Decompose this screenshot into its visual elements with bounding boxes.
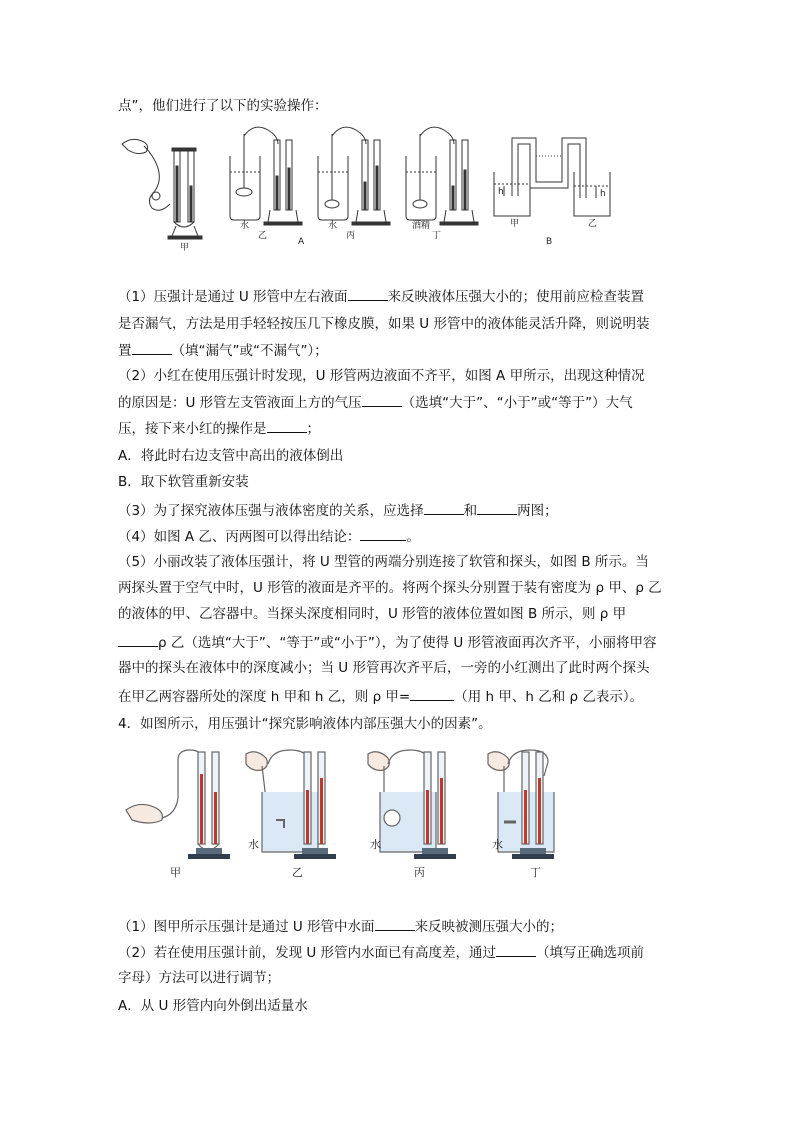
fig-label-water-1: 水 bbox=[240, 221, 250, 231]
answer-blank[interactable] bbox=[348, 286, 388, 301]
q3-p5-line1: （5）小丽改装了液体压强计，将 U 型管的两端分别连接了软管和探头，如图 B 所示。当 bbox=[118, 554, 649, 570]
answer-blank[interactable] bbox=[132, 340, 172, 355]
answer-blank[interactable] bbox=[496, 942, 536, 957]
fig-label-bing: 丙 bbox=[346, 231, 356, 241]
apparatus-yi bbox=[230, 127, 302, 225]
q3-p2-line2: 的原因是：U 形管左支管液面上方的气压 （选填“大于”、“小于”或“等于”）大气 bbox=[118, 392, 633, 413]
fig-label-h1: h bbox=[498, 187, 504, 197]
q4-title: 4．如图所示，用压强计“探究影响液体内部压强大小的因素”。 bbox=[118, 716, 492, 732]
q4-label-water-3: 水 bbox=[492, 838, 503, 851]
q4-label-yi: 乙 bbox=[292, 866, 303, 879]
answer-blank[interactable] bbox=[118, 632, 158, 647]
q3-option-b: B．取下软管重新安装 bbox=[118, 474, 249, 490]
q3-p5-line4: ρ 乙（选填“大于”、“等于”或“小于”），为了使得 U 形管液面再次齐平，小丽将甲容 bbox=[118, 632, 657, 653]
q4-label-jia: 甲 bbox=[170, 866, 181, 879]
fig-label-h2: h bbox=[600, 189, 606, 199]
q3-p2-line1: （2）小红在使用压强计时发现，U 形管两边液面不齐平，如图 A 甲所示，出现这种情况 bbox=[118, 368, 645, 384]
q4-apparatus-jia bbox=[126, 750, 230, 859]
q4-label-water-1: 水 bbox=[248, 838, 259, 851]
fig-label-yi: 乙 bbox=[258, 231, 268, 241]
answer-blank[interactable] bbox=[410, 686, 454, 701]
figure-q4 bbox=[118, 744, 558, 884]
q3-p1-line2: 是否漏气，方法是用手轻轻按压几下橡皮膜，如果 U 形管中的液体能灵活升降，则说明装 bbox=[118, 316, 650, 332]
q4-label-water-2: 水 bbox=[370, 838, 381, 851]
q4-p1: （1）图甲所示压强计是通过 U 形管中水面 来反映被测压强大小的； bbox=[118, 916, 563, 937]
q4-label-ding: 丁 bbox=[530, 866, 541, 879]
q4-option-a: A．从 U 形管内向外倒出适量水 bbox=[118, 998, 308, 1014]
q3-p5-line5: 器中的探头在液体中的深度减小；当 U 形管再次齐平后，一旁的小红测出了此时两个探头 bbox=[118, 660, 650, 676]
q3-p3: （3）为了探究液体压强与液体密度的关系，应选择 和 两图； bbox=[118, 500, 558, 521]
answer-blank[interactable] bbox=[362, 392, 402, 407]
answer-blank[interactable] bbox=[375, 916, 415, 931]
q4-p2-line2: 字母）方法可以进行调节； bbox=[118, 970, 280, 986]
apparatus-bing bbox=[318, 127, 390, 225]
q4-p2-line1: （2）若在使用压强计前，发现 U 形管内水面已有高度差，通过 （填写正确选项前 bbox=[118, 942, 644, 963]
fig-label-water-2: 水 bbox=[328, 221, 338, 231]
q3-p2-line3: 压，接下来小红的操作是 ； bbox=[118, 418, 320, 439]
answer-blank[interactable] bbox=[424, 500, 464, 515]
q3-p5-line2: 两探头置于空气中时，U 形管的液面是齐平的。将两个探头分别置于装有密度为 ρ 甲、ρ 乙 bbox=[118, 580, 662, 596]
q4-apparatus-bing bbox=[368, 750, 456, 859]
fig-label-b-jia: 甲 bbox=[510, 219, 520, 229]
q3-p5-line3: 的液体的甲、乙容器中。当探头深度相同时，U 形管的液体位置如图 B 所示，则 ρ 甲 bbox=[118, 606, 627, 622]
answer-blank[interactable] bbox=[267, 418, 307, 433]
figure-a-b bbox=[118, 126, 618, 254]
apparatus-b bbox=[494, 138, 610, 216]
fig-label-alcohol: 酒精 bbox=[412, 221, 431, 231]
intro-line: 点”，他们进行了以下的实验操作： bbox=[118, 98, 328, 114]
q3-p5-line6: 在甲乙两容器所处的深度 h 甲和 h 乙，则 ρ 甲= （用 h 甲、h 乙和 ρ 乙表示）。 bbox=[118, 686, 643, 707]
apparatus-jia bbox=[122, 139, 202, 239]
fig-label-a: A bbox=[298, 237, 305, 247]
fig-label-ding: 丁 bbox=[432, 231, 442, 241]
fig-label-b-yi: 乙 bbox=[588, 219, 598, 229]
q3-p4: （4）如图 A 乙、丙两图可以得出结论： 。 bbox=[118, 526, 420, 547]
q3-option-a: A．将此时右边支管中高出的液体倒出 bbox=[118, 448, 344, 464]
answer-blank[interactable] bbox=[360, 526, 406, 541]
q3-p1-line1: （1）压强计是通过 U 形管中左右液面 来反映液体压强大小的；使用前应检查装置 bbox=[118, 286, 644, 307]
answer-blank[interactable] bbox=[477, 500, 517, 515]
fig-label-b: B bbox=[546, 237, 553, 247]
apparatus-ding bbox=[406, 127, 478, 225]
q3-p1-line3: 置 （填“漏气”或“不漏气”）； bbox=[118, 340, 328, 361]
fig-label-jia: 甲 bbox=[180, 243, 190, 253]
q4-apparatus-yi bbox=[246, 750, 336, 859]
q4-label-bing: 丙 bbox=[414, 866, 425, 879]
